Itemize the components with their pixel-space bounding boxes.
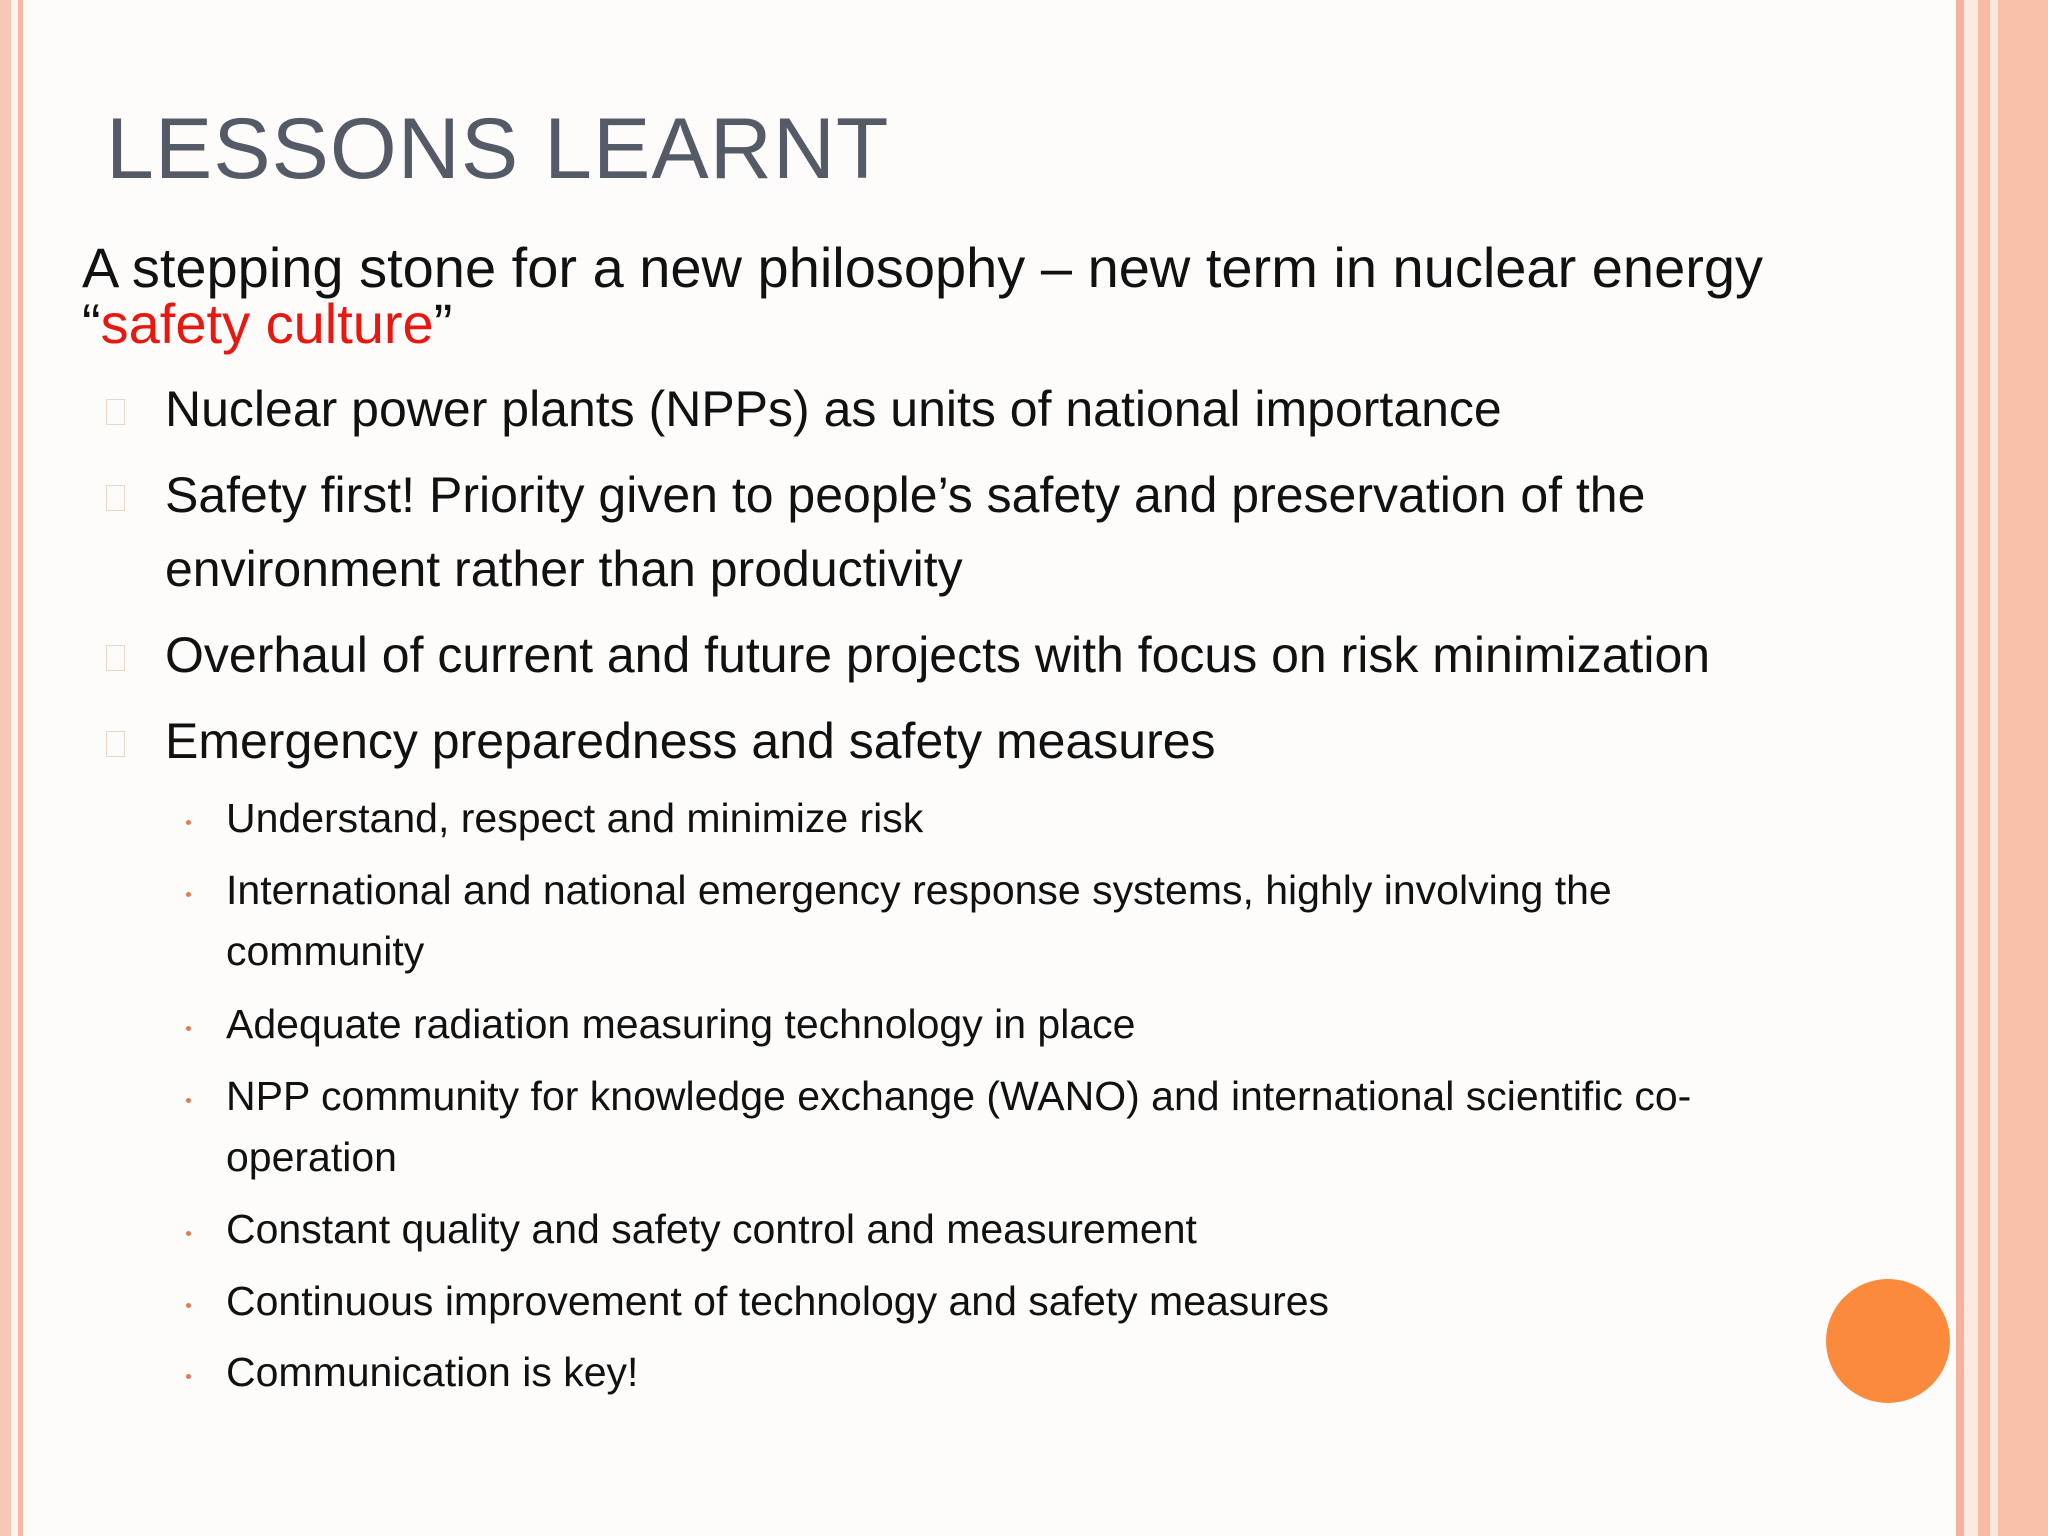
right-border-band — [1978, 0, 1990, 1536]
subtitle-text: A stepping stone for a new philosophy – new term in nuclear energy — [82, 236, 1764, 299]
sub-bullet-item — [106, 1066, 1806, 1188]
subtitle-close-quote: ” — [433, 292, 453, 355]
right-border-gap — [1964, 0, 1978, 1536]
sub-bullet-item — [106, 860, 1806, 982]
subtitle-open-quote: “ — [82, 292, 101, 355]
left-border-gap — [11, 0, 18, 1536]
sub-bullet-text: Communication is key! — [226, 1349, 639, 1395]
left-border-band — [0, 0, 11, 1536]
sub-bullet-item — [106, 994, 1806, 1055]
decorative-orange-circle — [1826, 1279, 1950, 1403]
left-border-inner — [18, 0, 23, 1536]
bullet-text: Safety first! Priority given to people’s safety and preservation of the environment rather than productivity — [165, 467, 1646, 597]
bullet-dot-icon — [186, 1026, 191, 1031]
sub-bullet-text: Adequate radiation measuring technology in place — [226, 1001, 1136, 1047]
bullet-dot-icon — [186, 1231, 191, 1236]
bullet-text: Overhaul of current and future projects with focus on risk minimization — [165, 627, 1711, 683]
subtitle-highlight: safety culture — [100, 292, 434, 355]
slide-subtitle — [82, 236, 1902, 355]
bullet-dot-icon — [186, 820, 191, 825]
bullet-box-icon — [106, 485, 125, 511]
sub-bullet-text: International and national emergency response systems, highly involving the community — [226, 867, 1612, 974]
bullet-item — [106, 704, 1806, 778]
bullet-dot-icon — [186, 1303, 191, 1308]
bullet-item — [106, 372, 1806, 446]
bullet-box-icon — [106, 399, 125, 425]
sub-bullet-text: NPP community for knowledge exchange (WANO) and international scientific co-operation — [226, 1073, 1692, 1180]
right-border-gap — [1990, 0, 1998, 1536]
bullet-text: Emergency preparedness and safety measures — [165, 713, 1216, 769]
sub-bullet-text: Understand, respect and minimize risk — [226, 795, 924, 841]
sub-bullet-item — [106, 1271, 1806, 1332]
sub-bullet-text: Continuous improvement of technology and safety measures — [226, 1278, 1330, 1324]
slide-title: LESSONS LEARNT — [106, 101, 890, 197]
bullet-item — [106, 458, 1806, 606]
bullet-dot-icon — [186, 1374, 191, 1379]
bullet-box-icon — [106, 731, 125, 757]
sub-bullet-item — [106, 788, 1806, 849]
bullet-dot-icon — [186, 1098, 191, 1103]
sub-bullet-text: Constant quality and safety control and measurement — [226, 1206, 1197, 1252]
sub-bullet-item — [106, 1199, 1806, 1260]
sub-bullet-item — [106, 1342, 1806, 1403]
right-border-band — [1956, 0, 1964, 1536]
bullet-item — [106, 618, 1806, 692]
bullet-text: Nuclear power plants (NPPs) as units of national importance — [165, 381, 1502, 437]
right-border-band — [1998, 0, 2048, 1536]
bullet-box-icon — [106, 645, 125, 671]
bullet-dot-icon — [186, 892, 191, 897]
